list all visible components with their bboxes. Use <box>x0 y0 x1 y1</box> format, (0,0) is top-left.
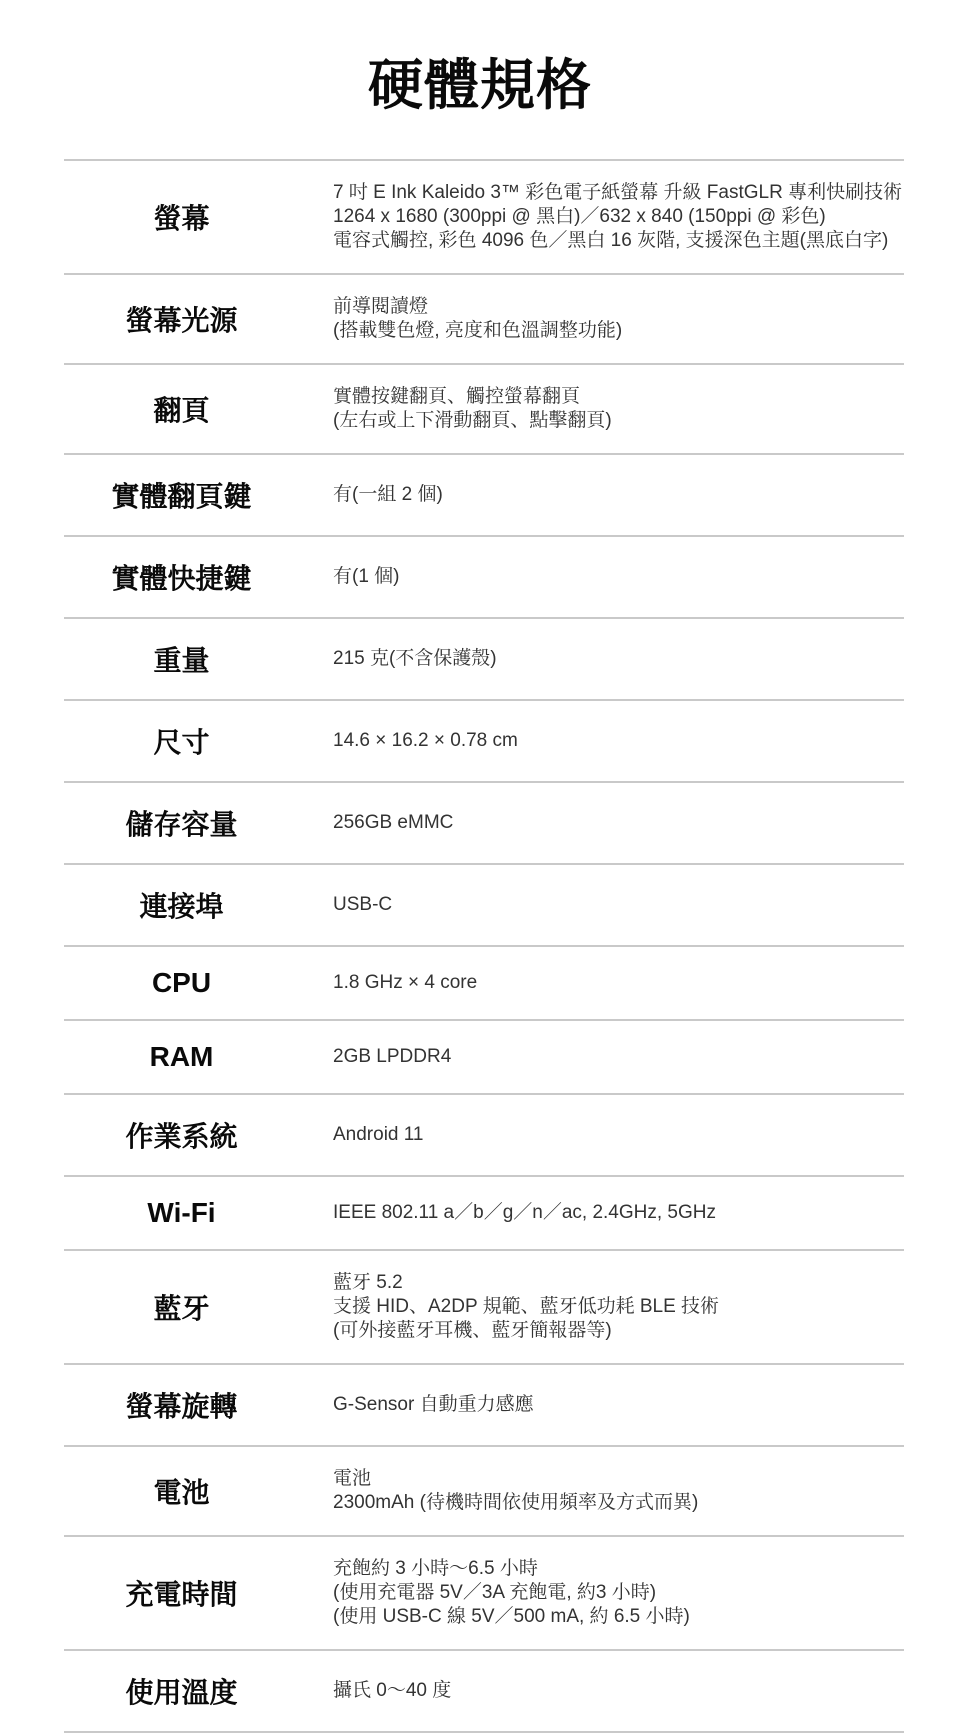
page-title: 硬體規格 <box>367 54 592 116</box>
spec-label-display: 螢幕 <box>153 203 210 234</box>
spec-value-line: (使用充電器 5V／3A 充飽電, 約3 小時) <box>333 1582 657 1603</box>
spec-label-operating-temperature: 使用溫度 <box>125 1677 238 1708</box>
spec-value-line: 充飽約 3 小時～6.5 小時 <box>333 1558 538 1579</box>
spec-row-frontlight <box>64 275 904 363</box>
spec-value-dimensions <box>333 729 518 753</box>
spec-value-line: USB-C <box>333 894 393 915</box>
spec-label-page-turn: 翻頁 <box>153 395 210 426</box>
spec-row-cpu <box>64 947 904 1019</box>
spec-row-page-turn <box>64 365 904 453</box>
spec-value-line: 有(一組 2 個) <box>333 484 443 505</box>
spec-value-line: 215 克(不含保護殼) <box>333 648 497 669</box>
spec-value-page-turn <box>333 385 612 433</box>
spec-value-weight <box>333 647 497 671</box>
spec-value-cpu <box>333 971 477 995</box>
spec-value-line: 支援 HID、A2DP 規範、藍牙低功耗 BLE 技術 <box>333 1296 720 1317</box>
spec-value-line: 攝氏 0～40 度 <box>333 1680 452 1701</box>
spec-value-rotation <box>333 1393 534 1417</box>
spec-row-operating-temperature <box>64 1651 904 1731</box>
spec-value-line: 藍牙 5.2 <box>333 1272 403 1293</box>
spec-value-line: (可外接藍牙耳機、藍牙簡報器等) <box>333 1320 612 1341</box>
spec-value-line: 2300mAh (待機時間依使用頻率及方式而異) <box>333 1492 699 1513</box>
spec-label-port: 連接埠 <box>139 891 224 922</box>
spec-row-bluetooth <box>64 1251 904 1363</box>
spec-label-physical-page-keys: 實體翻頁鍵 <box>111 481 252 512</box>
spec-value-line: 實體按鍵翻頁、觸控螢幕翻頁 <box>333 386 581 407</box>
hardware-spec-table <box>64 159 904 1733</box>
spec-row-os <box>64 1095 904 1175</box>
spec-value-line: IEEE 802.11 a／b／g／n／ac, 2.4GHz, 5GHz <box>333 1202 716 1223</box>
spec-value-line: G-Sensor 自動重力感應 <box>333 1394 534 1415</box>
spec-value-line: (使用 USB-C 線 5V／500 mA, 約 6.5 小時) <box>333 1606 690 1627</box>
spec-value-line: 前導閱讀燈 <box>333 296 429 317</box>
spec-label-weight: 重量 <box>153 645 210 676</box>
spec-value-battery <box>333 1467 698 1515</box>
spec-label-ram: RAM <box>149 1041 214 1072</box>
spec-row-wifi <box>64 1177 904 1249</box>
spec-label-frontlight: 螢幕光源 <box>125 305 238 336</box>
spec-row-dimensions <box>64 701 904 781</box>
spec-value-operating-temperature <box>333 1679 451 1703</box>
spec-value-port <box>333 893 392 917</box>
spec-label-charging-time: 充電時間 <box>125 1579 238 1610</box>
spec-value-wifi <box>333 1201 716 1225</box>
spec-row-battery <box>64 1447 904 1535</box>
spec-value-physical-shortcut-key <box>333 565 400 589</box>
spec-value-line: 電池 <box>333 1468 372 1489</box>
spec-row-physical-page-keys <box>64 455 904 535</box>
spec-value-line: 7 吋 E Ink Kaleido 3™ 彩色電子紙螢幕 升級 FastGLR 專利快刷技術 <box>333 182 903 203</box>
spec-value-storage <box>333 811 453 835</box>
spec-label-battery: 電池 <box>153 1477 210 1508</box>
spec-value-ram <box>333 1045 451 1069</box>
spec-row-ram <box>64 1021 904 1093</box>
spec-row-display <box>64 161 904 273</box>
spec-label-os: 作業系統 <box>125 1121 238 1152</box>
spec-label-storage: 儲存容量 <box>125 809 238 840</box>
spec-label-bluetooth: 藍牙 <box>153 1293 210 1324</box>
spec-value-line: (左右或上下滑動翻頁、點擊翻頁) <box>333 410 612 431</box>
spec-row-physical-shortcut-key <box>64 537 904 617</box>
spec-label-dimensions: 尺寸 <box>153 727 210 758</box>
spec-value-line: 有(1 個) <box>333 566 400 587</box>
spec-row-storage <box>64 783 904 863</box>
spec-value-line: (搭載雙色燈, 亮度和色溫調整功能) <box>333 320 623 341</box>
spec-value-line: 14.6 × 16.2 × 0.78 cm <box>333 730 518 751</box>
spec-value-line: Android 11 <box>333 1124 424 1145</box>
spec-row-weight <box>64 619 904 699</box>
spec-value-charging-time <box>333 1557 690 1629</box>
spec-value-line: 1264 x 1680 (300ppi @ 黑白)／632 x 840 (150ppi @ 彩色) <box>333 206 826 227</box>
spec-value-line: 1.8 GHz × 4 core <box>333 972 478 993</box>
spec-value-frontlight <box>333 295 622 343</box>
spec-row-port <box>64 865 904 945</box>
spec-row-rotation <box>64 1365 904 1445</box>
spec-label-physical-shortcut-key: 實體快捷鍵 <box>111 563 252 594</box>
spec-label-rotation: 螢幕旋轉 <box>125 1391 238 1422</box>
spec-value-bluetooth <box>333 1271 719 1343</box>
spec-value-line: 電容式觸控, 彩色 4096 色／黑白 16 灰階, 支援深色主題(黑底白字) <box>333 230 889 251</box>
spec-value-line: 2GB LPDDR4 <box>333 1046 452 1067</box>
spec-label-cpu: CPU <box>151 967 212 998</box>
spec-label-wifi: Wi-Fi <box>147 1197 216 1228</box>
spec-value-physical-page-keys <box>333 483 443 507</box>
spec-value-os <box>333 1123 424 1147</box>
spec-value-display <box>333 181 902 253</box>
spec-row-charging-time <box>64 1537 904 1649</box>
spec-value-line: 256GB eMMC <box>333 812 454 833</box>
